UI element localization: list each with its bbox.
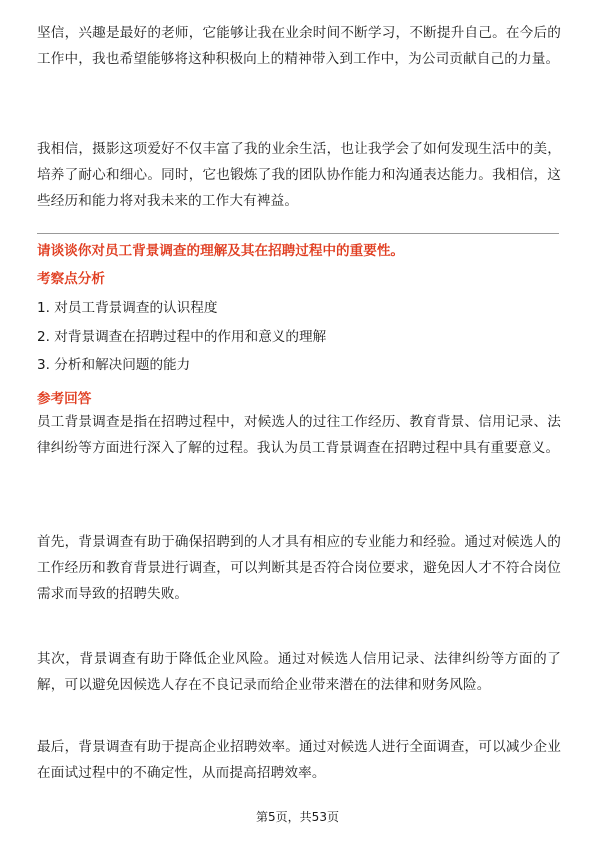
section-divider [37,233,559,234]
answer-paragraph-2: 首先，背景调查有助于确保招聘到的人才具有相应的专业能力和经验。通过对候选人的工作经历和教育背景进行调查，可以判断其是否符合岗位要求，避免因人才不符合岗位需求而导致的招聘失败。 [37,534,561,602]
analysis-item-2: 2. 对背景调查在招聘过程中的作用和意义的理解 [37,329,327,345]
question-title: 请谈谈你对员工背景调查的理解及其在招聘过程中的重要性。 [37,243,405,259]
intro-paragraph-1: 坚信，兴趣是最好的老师，它能够让我在业余时间不断学习，不断提升自己。在今后的工作中，我也希望能够将这种积极向上的精神带入到工作中，为公司贡献自己的力量。 [37,25,561,67]
page-number-footer: 第5页，共53页 [256,810,339,824]
intro-paragraph-2: 我相信，摄影这项爱好不仅丰富了我的业余生活，也让我学会了如何发现生活中的美，培养了耐心和细心。同时，它也锻炼了我的团队协作能力和沟通表达能力。我相信，这些经历和能力将对我未来的工作大有裨益。 [37,141,561,209]
answer-paragraph-3: 其次，背景调查有助于降低企业风险。通过对候选人信用记录、法律纠纷等方面的了解，可以避免因候选人存在不良记录而给企业带来潜在的法律和财务风险。 [37,651,561,693]
answer-heading: 参考回答 [37,391,92,407]
analysis-item-1: 1. 对员工背景调查的认识程度 [37,300,218,316]
analysis-item-3: 3. 分析和解决问题的能力 [37,357,191,373]
analysis-heading: 考察点分析 [37,271,105,287]
answer-paragraph-1: 员工背景调查是指在招聘过程中，对候选人的过往工作经历、教育背景、信用记录、法律纠纷等方面进行深入了解的过程。我认为员工背景调查在招聘过程中具有重要意义。 [37,414,561,456]
answer-paragraph-4: 最后，背景调查有助于提高企业招聘效率。通过对候选人进行全面调查，可以减少企业在面试过程中的不确定性，从而提高招聘效率。 [37,739,561,781]
